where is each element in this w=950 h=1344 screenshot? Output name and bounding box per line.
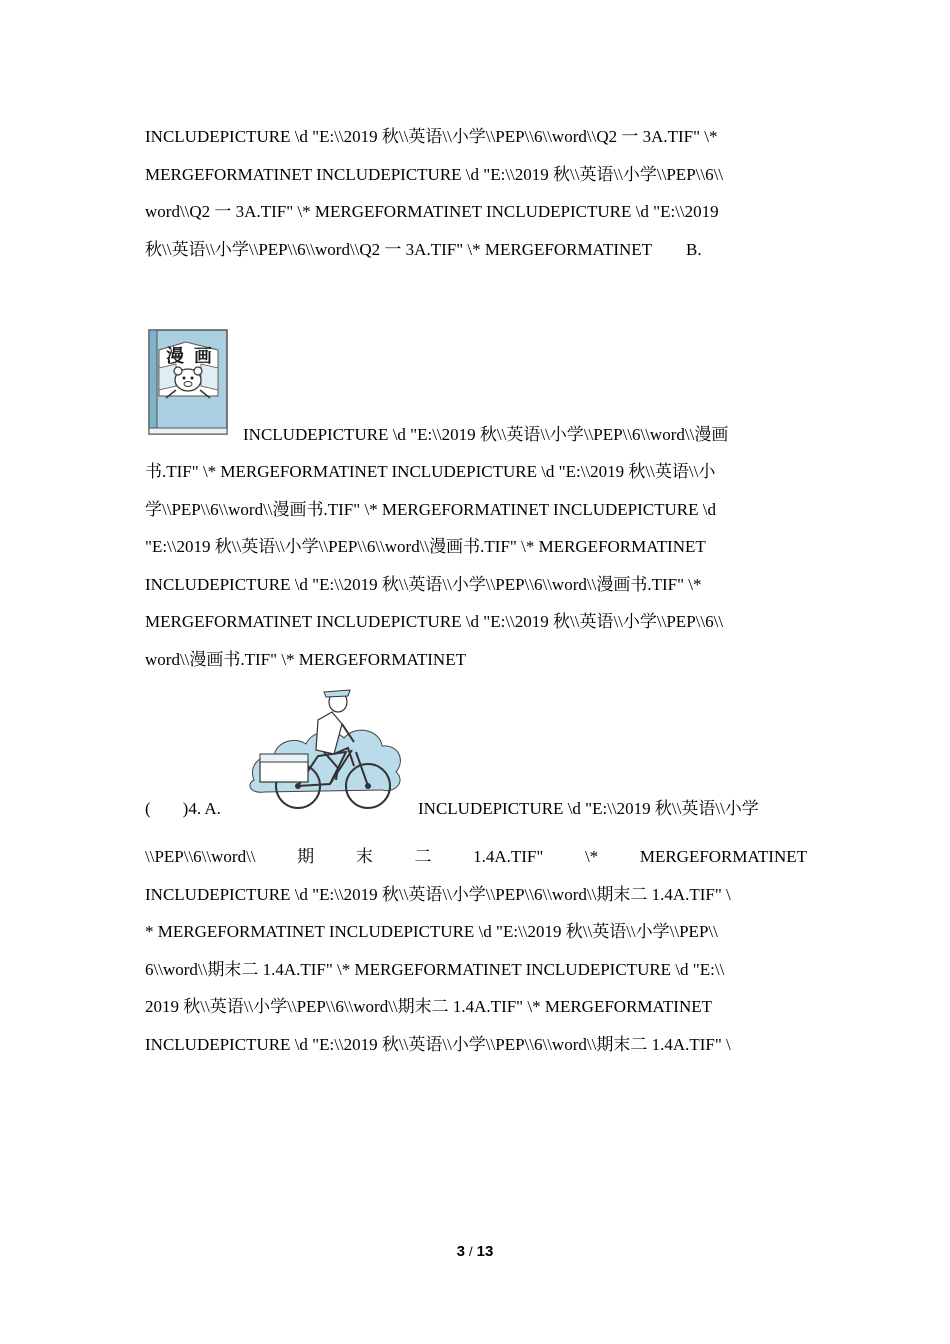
text-line: * MERGEFORMATINET INCLUDEPICTURE \d "E:\\2019 秋\\英语\\小学\\PEP\\: [145, 922, 718, 941]
postman-bicycle-icon: [246, 680, 406, 814]
text-line: 6\\word\\期末二 1.4A.TIF" \* MERGEFORMATINET INCLUDEPICTURE \d "E:\\: [145, 959, 725, 979]
current-page: 3: [456, 1243, 466, 1260]
text-line: 学\\PEP\\6\\word\\漫画书.TIF" \* MERGEFORMATINET INCLUDEPICTURE \d: [145, 499, 716, 519]
text-line: "E:\\2019 秋\\英语\\小学\\PEP\\6\\word\\漫画书.TIF" \* MERGEFORMATINET: [145, 537, 706, 556]
question-4-label: ( )4. A.: [145, 799, 221, 818]
book-title-char-2: 画: [194, 346, 212, 367]
text-line: MERGEFORMATINET INCLUDEPICTURE \d "E:\\2019 秋\\英语\\小学\\PEP\\6\\: [145, 164, 724, 184]
book-title-char-1: 漫: [166, 346, 184, 367]
text-line: word\\Q2 一 3A.TIF" \* MERGEFORMATINET INCLUDEPICTURE \d "E:\\2019: [145, 202, 719, 221]
text-line: 书.TIF" \* MERGEFORMATINET INCLUDEPICTURE \d "E:\\2019 秋\\英语\\小: [145, 462, 716, 481]
text-line: 2019 秋\\英语\\小学\\PEP\\6\\word\\期末二 1.4A.TIF" \* MERGEFORMATINET: [145, 997, 713, 1016]
text-line: INCLUDEPICTURE \d "E:\\2019 秋\\英语\\小学\\PEP\\6\\word\\期末二 1.4A.TIF" \: [145, 1034, 731, 1054]
text-line: word\\漫画书.TIF" \* MERGEFORMATINET: [145, 649, 466, 669]
page-number: [0, 1243, 950, 1260]
field-code-block-1: [145, 118, 807, 268]
field-code-block-3: [145, 838, 807, 1063]
text-line: MERGEFORMATINET INCLUDEPICTURE \d "E:\\2019 秋\\英语\\小学\\PEP\\6\\: [145, 612, 724, 631]
comic-book-icon: [146, 328, 230, 438]
text-line: INCLUDEPICTURE \d "E:\\2019 秋\\英语\\小学\\PEP\\6\\word\\期末二 1.4A.TIF" \: [145, 884, 731, 904]
page-separator: /: [469, 1244, 473, 1259]
text-line: INCLUDEPICTURE \d "E:\\2019 秋\\英语\\小学: [418, 799, 759, 818]
spread-text-line: \\PEP\\6\\word\\ 期 末 二 1.4A.TIF" \* MERGEFORMATINET: [145, 847, 807, 866]
field-code-first-line: [243, 416, 807, 454]
text-line: INCLUDEPICTURE \d "E:\\2019 秋\\英语\\小学\\PEP\\6\\word\\漫画: [243, 425, 729, 444]
total-pages: 13: [476, 1243, 494, 1260]
text-line: INCLUDEPICTURE \d "E:\\2019 秋\\英语\\小学\\PEP\\6\\word\\漫画书.TIF" \*: [145, 574, 702, 594]
option-b-label: B.: [686, 239, 702, 259]
field-code-block-2: [145, 453, 807, 678]
question-4-first-line: [418, 790, 807, 828]
text-line: 秋\\英语\\小学\\PEP\\6\\word\\Q2 一 3A.TIF" \* MERGEFORMATINET B.: [145, 239, 702, 259]
text-line: INCLUDEPICTURE \d "E:\\2019 秋\\英语\\小学\\PEP\\6\\word\\Q2 一 3A.TIF" \*: [145, 127, 718, 146]
